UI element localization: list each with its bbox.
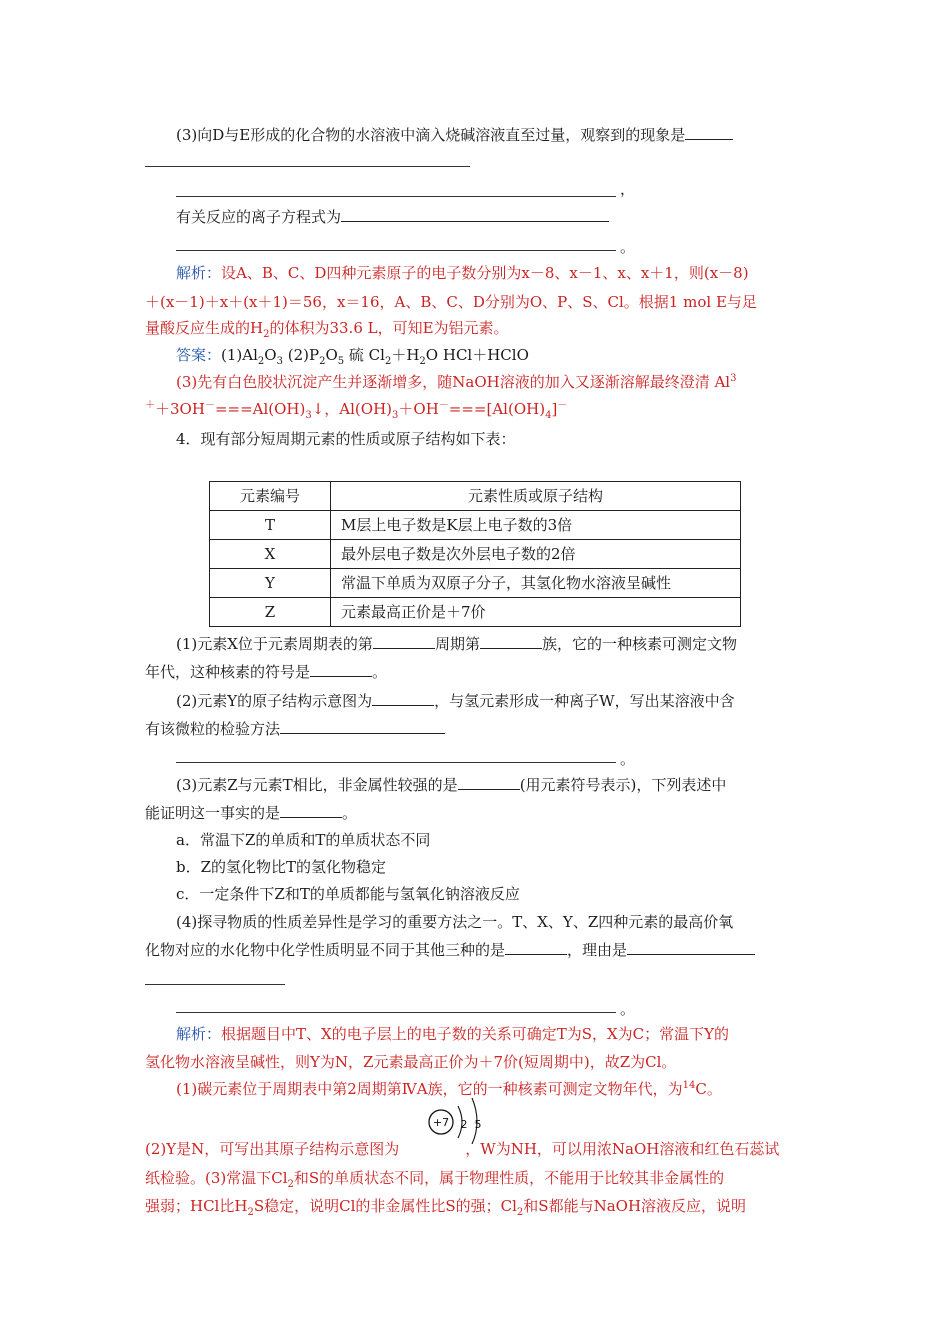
answer-blank[interactable]	[372, 691, 434, 706]
q4-sub4-cont: 化物对应的水化物中化学性质明显不同于其他三种的是 ，理由是	[145, 939, 807, 961]
answer-line-1: 答案：$(1)Al_2O_3$ $(2)P_2O_5$ 硫 $Cl_2+H_2O$ HCl＋HClO	[176, 346, 529, 367]
atom-nucleus-label: +7	[432, 1116, 450, 1129]
analysis-line-1: 解析：设A、B、C、D四种元素原子的电子数分别为x－8、x－1、x、x＋1，则(x－8)	[176, 264, 749, 282]
q4-sub4: (4)探寻物质的性质差异性是学习的重要方法之一。T、X、Y、Z四种元素的最高价氧	[176, 913, 734, 931]
table-cell: Z	[210, 598, 331, 627]
table-header-cell: 元素性质或原子结构	[331, 482, 741, 511]
q4-sub1-cont: 年代，这种核素的符号是 。	[145, 663, 388, 681]
answer-blank[interactable]	[627, 940, 755, 955]
table-cell: 元素最高正价是＋7价	[331, 598, 741, 627]
answer-line-3: $^++3OH^-===Al(OH)_3↓$，$Al(OH)_3+OH^-===[Al(OH)_4]^-$	[145, 400, 568, 421]
answer-blank[interactable]	[310, 662, 372, 677]
answer-blank[interactable]	[280, 803, 342, 818]
table-header-cell: 元素编号	[210, 482, 331, 511]
option-a: a．常温下Z的单质和T的单质状态不同	[176, 831, 431, 849]
shell-2-electrons: 5	[474, 1118, 482, 1131]
table-header-row	[210, 482, 741, 511]
table-row	[210, 569, 741, 598]
table-row	[210, 511, 741, 540]
table-cell: 最外层电子数是次外层电子数的2倍	[331, 540, 741, 569]
answer-blank[interactable]	[685, 125, 733, 140]
q4-sub1: (1)元素X位于元素周期表的第 周期第 族，它的一种核素可测定文物	[176, 635, 737, 653]
table-row	[210, 598, 741, 627]
answer-blank[interactable]	[341, 207, 609, 222]
period: 。	[620, 750, 636, 768]
period: 。	[620, 1000, 636, 1018]
analysis2-line-2: 氢化物水溶液呈碱性，则Y为N，Z元素最高正价为＋7价(短周期中)，故Z为Cl。	[145, 1053, 677, 1071]
answer-blank[interactable]	[458, 775, 520, 790]
table-row	[210, 540, 741, 569]
nitrogen-atom-diagram	[428, 1092, 490, 1144]
answer-blank[interactable]	[280, 719, 445, 734]
element-table	[209, 481, 741, 627]
answer-blank[interactable]	[480, 634, 542, 649]
q4-sub3: (3)元素Z与元素T相比，非金属性较强的是 (用元素符号表示)，下列表述中	[176, 776, 727, 794]
answer-line[interactable]	[176, 762, 616, 763]
table-cell: X	[210, 540, 331, 569]
shell-1-electrons: 2	[460, 1118, 468, 1131]
comma: ，	[620, 180, 636, 198]
option-b: b．Z的氢化物比T的氢化物稳定	[176, 858, 387, 876]
answer-line[interactable]	[145, 166, 470, 167]
q3-prompt: (3)向D与E形成的化合物的水溶液中滴入烧碱溶液直至过量，观察到的现象是	[176, 124, 806, 146]
q4-sub3-cont: 能证明这一事实的是 。	[145, 804, 358, 822]
answer-line-2: (3)先有白色胶状沉淀产生并逐渐增多，随NaOH溶液的加入又逐渐溶解最终澄清 Al$^3$	[176, 373, 737, 391]
answer-line[interactable]	[176, 1012, 616, 1013]
q4-title: 4．现有部分短周期元素的性质或原子结构如下表：	[176, 430, 516, 448]
table-cell: Y	[210, 569, 331, 598]
period: 。	[620, 238, 636, 256]
analysis2-line-3: (1)碳元素位于周期表中第2周期第ⅣA族，它的一种核素可测定文物年代，为$^{14}$C。	[176, 1080, 722, 1098]
analysis-line-2: ＋(x－1)＋x＋(x＋1)＝56，x＝16，A、B、C、D分别为O、P、S、Cl。根据1 mol E与足	[145, 293, 757, 311]
table-cell: 常温下单质为双原子分子，其氢化物水溶液呈碱性	[331, 569, 741, 598]
analysis2-line-4: (2)Y是N，可写出其原子结构示意图为 ，W为NH，可以用浓NaOH溶液和红色石蕊试	[145, 1140, 780, 1158]
answer-line[interactable]	[176, 250, 616, 251]
answer-blank[interactable]	[505, 940, 567, 955]
ionic-eq-prompt: 有关反应的离子方程式为	[176, 206, 806, 228]
option-c: c．一定条件下Z和T的单质都能与氢氧化钠溶液反应	[176, 885, 520, 903]
q4-sub2-cont: 有该微粒的检验方法	[145, 718, 807, 740]
analysis2-line-6: 强弱；HCl比$H_2S$稳定，说明Cl的非金属性比S的强；$Cl_2$和S都能与NaOH溶液反应，说明	[145, 1197, 747, 1218]
analysis2-line-5: 纸检验。(3)常温下$Cl_2$和S的单质状态不同，属于物理性质，不能用于比较其非金属性的	[145, 1169, 725, 1190]
table-cell: M层上电子数是K层上电子数的3倍	[331, 511, 741, 540]
answer-line[interactable]	[176, 196, 616, 197]
analysis2-line-1: 解析：根据题目中T、X的电子层上的电子数的关系可确定T为S，X为C；常温下Y的	[176, 1025, 730, 1043]
analysis-line-3: 量酸反应生成的$H_2$的体积为33.6 L，可知E为铝元素。	[145, 319, 509, 340]
table-cell: T	[210, 511, 331, 540]
q4-sub2: (2)元素Y的原子结构示意图为 ，与氢元素形成一种离子W，写出某溶液中含	[176, 692, 735, 710]
answer-line[interactable]	[145, 984, 285, 985]
answer-blank[interactable]	[373, 634, 435, 649]
